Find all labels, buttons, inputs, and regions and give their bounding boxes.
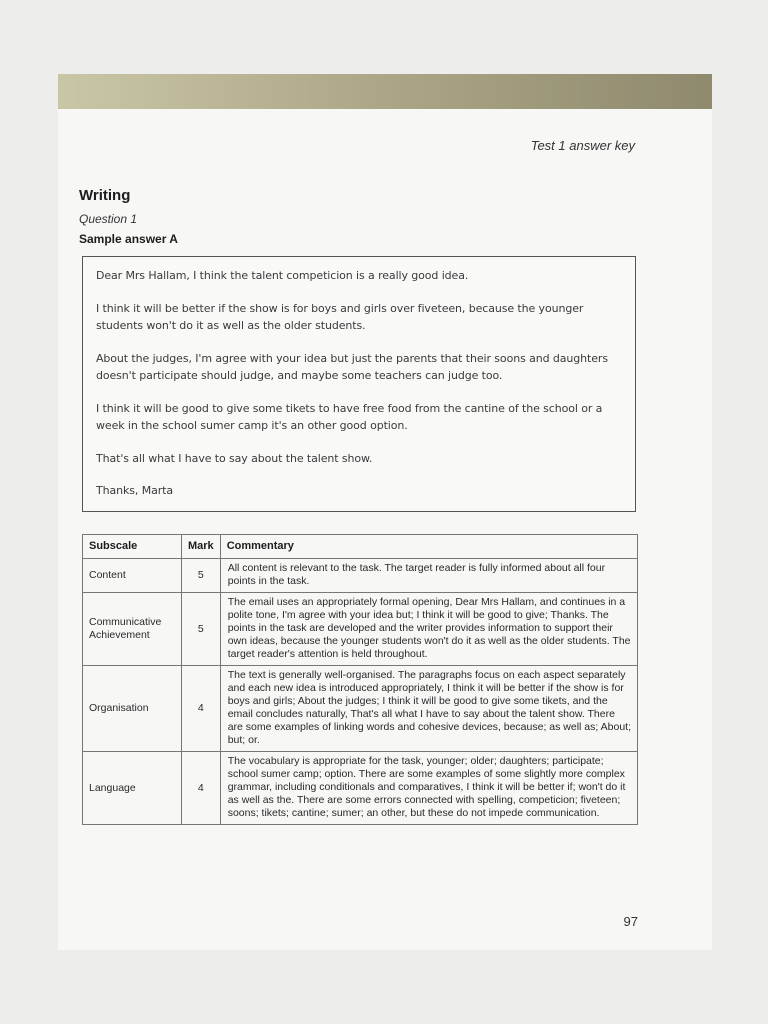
column-header-subscale: Subscale xyxy=(83,535,182,559)
question-label: Question 1 xyxy=(79,212,138,226)
commentary-cell: The text is generally well-organised. The paragraphs focus on each aspect separately and each new idea is introduced appropriately, I think it will be better if the show is for boys and girls; About the judges; I think it will be good to give some tikets, and the email concludes naturally, That's all what I have to say about the talent show. There are some examples of linking words and cohesive devices, because; as well as; About; but; or. xyxy=(220,666,637,752)
table-row xyxy=(83,559,638,593)
table-header-row xyxy=(83,535,638,559)
commentary-cell: The email uses an appropriately formal opening, Dear Mrs Hallam, and continues in a polite tone, I'm agree with your idea but; I think it will be good to give; Thanks. The points in the task are developed and the writer provides information to support their own ideas, because the younger students won't do it as well as the older students. The target reader's attention is held throughout. xyxy=(220,593,637,666)
commentary-cell: All content is relevant to the task. The target reader is fully informed about all four points in the task. xyxy=(220,559,637,593)
mark-cell: 4 xyxy=(182,752,221,825)
sample-letter xyxy=(82,256,636,512)
section-title: Writing xyxy=(79,187,131,204)
column-header-mark: Mark xyxy=(182,535,221,559)
letter-signoff: Thanks, Marta xyxy=(96,484,174,497)
letter-paragraph: I think it will be good to give some tikets to have free food from the cantine of the school or a week in the school sumer camp it's an other good option. xyxy=(96,402,603,432)
running-head: Test 1 answer key xyxy=(530,138,635,153)
letter-paragraph: About the judges, I'm agree with your idea but just the parents that their soons and daughters doesn't participate should judge, and maybe some teachers can judge too. xyxy=(96,352,608,382)
table-row xyxy=(83,593,638,666)
subscale-cell: Communicative Achievement xyxy=(83,593,182,666)
mark-cell: 5 xyxy=(182,559,221,593)
mark-cell: 4 xyxy=(182,666,221,752)
assessment-table xyxy=(82,534,638,825)
letter-paragraph: I think it will be better if the show is for boys and girls over fiveteen, because the younger students won't do it as well as the older students. xyxy=(96,302,584,332)
subscale-cell: Organisation xyxy=(83,666,182,752)
sample-answer-label: Sample answer A xyxy=(79,232,178,246)
subscale-cell: Language xyxy=(83,752,182,825)
letter-paragraph: That's all what I have to say about the talent show. xyxy=(96,452,373,465)
mark-cell: 5 xyxy=(182,593,221,666)
column-header-commentary: Commentary xyxy=(220,535,637,559)
header-band xyxy=(58,74,712,109)
table-row xyxy=(83,666,638,752)
book-page xyxy=(58,74,712,950)
table-row xyxy=(83,752,638,825)
commentary-cell: The vocabulary is appropriate for the task, younger; older; daughters; participate; school sumer camp; option. There are some examples of some slightly more complex grammar, including conditionals and comparatives, I think it will be better if; won't do it as well as the. There are some errors connected with spelling, competicion; fiveteen; soons; tikets; cantine; sumer; an other, but these do not impede communication. xyxy=(220,752,637,825)
page-number: 97 xyxy=(623,914,638,929)
letter-paragraph: Dear Mrs Hallam, I think the talent competicion is a really good idea. xyxy=(96,269,469,282)
subscale-cell: Content xyxy=(83,559,182,593)
